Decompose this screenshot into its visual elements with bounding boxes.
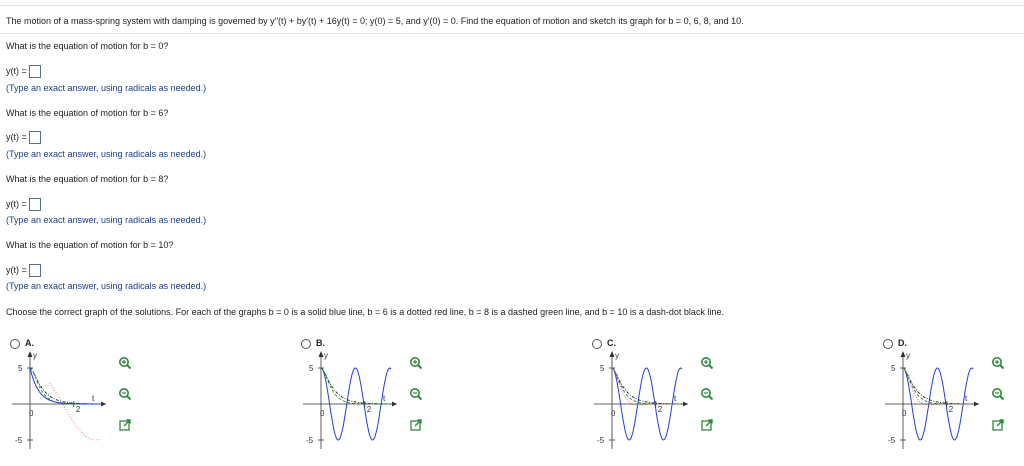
t-axis-label: t	[92, 394, 95, 403]
choice-c[interactable]	[590, 337, 850, 462]
zoom-out-icon[interactable]	[409, 387, 423, 401]
answer-label: y(t) =	[6, 132, 27, 142]
question-prompt: What is the equation of motion for b = 8?	[6, 174, 169, 184]
zoom-in-icon[interactable]	[700, 356, 714, 370]
y-axis-label: y	[33, 351, 37, 360]
graph	[299, 349, 399, 454]
problem-text-1: The motion of a mass-spring system with damping is governed by y	[6, 16, 275, 26]
top-divider	[0, 5, 1024, 6]
y-tick-label: 5	[891, 364, 896, 373]
answer-hint: (Type an exact answer, using radicals as needed.)	[6, 149, 207, 159]
t-tick-label: 2	[75, 405, 81, 414]
graph	[881, 349, 981, 454]
answer-row	[6, 64, 41, 78]
zoom-in-icon[interactable]	[991, 356, 1005, 370]
t-axis-arrow	[392, 402, 397, 407]
answer-row	[6, 130, 41, 144]
origin-label: 0	[29, 409, 34, 418]
question-prompt: What is the equation of motion for b = 6?	[6, 108, 169, 118]
y-tick-label: -5	[306, 436, 314, 445]
y-tick-label: -5	[888, 436, 896, 445]
answer-label: y(t) =	[6, 199, 27, 209]
double-prime: ′′	[274, 16, 278, 26]
choice-letter: D.	[898, 338, 907, 348]
radio-button[interactable]	[592, 339, 602, 349]
question-divider	[0, 33, 1024, 34]
choice-letter: A.	[25, 338, 34, 348]
curve-b10	[903, 368, 973, 404]
t-axis-arrow	[974, 402, 979, 407]
answer-row	[6, 197, 41, 211]
y-axis-arrow	[28, 351, 33, 357]
graph	[8, 349, 108, 454]
problem-statement	[6, 15, 744, 27]
answer-label: y(t) =	[6, 265, 27, 275]
y-tick-label: 5	[309, 364, 314, 373]
open-new-window-icon[interactable]	[700, 418, 714, 432]
y-tick-label: 5	[18, 364, 23, 373]
t-tick-label: 2	[948, 405, 954, 414]
y-axis-arrow	[901, 351, 906, 357]
curve-b10	[321, 368, 391, 404]
y-axis-label: y	[324, 351, 328, 360]
choice-letter: C.	[607, 338, 616, 348]
open-new-window-icon[interactable]	[409, 418, 423, 432]
radio-button[interactable]	[883, 339, 893, 349]
origin-label: 0	[611, 409, 616, 418]
y-axis-arrow	[319, 351, 324, 357]
answer-input-b10[interactable]	[29, 264, 41, 277]
y-axis-label: y	[906, 351, 910, 360]
choose-graph-prompt: Choose the correct graph of the solutions. For each of the graphs b = 0 is a solid blue line, b = 6 is a dotted red line, b = 8 is a dashed green line, and b = 10 is a dash-dot black line.	[6, 307, 724, 317]
t-axis-label: t	[965, 394, 968, 403]
zoom-out-icon[interactable]	[118, 387, 132, 401]
question-prompt: What is the equation of motion for b = 0?	[6, 41, 169, 51]
t-tick-label: 2	[366, 405, 372, 414]
problem-text-3: (t) + 16y(t) = 0; y(0) = 5, and y	[307, 16, 428, 26]
answer-hint: (Type an exact answer, using radicals as needed.)	[6, 83, 207, 93]
curve-b10	[30, 368, 100, 404]
origin-label: 0	[902, 409, 907, 418]
zoom-in-icon[interactable]	[118, 356, 132, 370]
t-axis-label: t	[674, 394, 677, 403]
answer-input-b8[interactable]	[29, 198, 41, 211]
answer-input-b6[interactable]	[29, 131, 41, 144]
choice-letter: B.	[316, 338, 325, 348]
graph	[590, 349, 690, 454]
t-axis-arrow	[101, 402, 106, 407]
t-axis-label: t	[383, 394, 386, 403]
y-tick-label: -5	[15, 436, 23, 445]
answer-hint: (Type an exact answer, using radicals as needed.)	[6, 281, 207, 291]
answer-row	[6, 263, 41, 277]
radio-button[interactable]	[10, 339, 20, 349]
t-axis-arrow	[683, 402, 688, 407]
y-tick-label: 5	[600, 364, 605, 373]
radio-button[interactable]	[301, 339, 311, 349]
answer-input-b0[interactable]	[29, 65, 41, 78]
prime-2: ′	[427, 16, 430, 26]
t-tick-label: 2	[657, 405, 663, 414]
zoom-in-icon[interactable]	[409, 356, 423, 370]
answer-label: y(t) =	[6, 66, 27, 76]
choice-b[interactable]	[299, 337, 559, 462]
origin-label: 0	[320, 409, 325, 418]
choice-a[interactable]	[8, 337, 268, 462]
question-prompt: What is the equation of motion for b = 10?	[6, 240, 174, 250]
open-new-window-icon[interactable]	[118, 418, 132, 432]
open-new-window-icon[interactable]	[991, 418, 1005, 432]
y-axis-label: y	[615, 351, 619, 360]
zoom-out-icon[interactable]	[700, 387, 714, 401]
y-tick-label: -5	[597, 436, 605, 445]
zoom-out-icon[interactable]	[991, 387, 1005, 401]
prime-1: ′	[306, 16, 308, 26]
curve-b10	[612, 368, 682, 404]
problem-text-4: (0) = 0. Find the equation of motion and sketch its graph for b = 0, 6, 8, and 10.	[429, 16, 744, 26]
y-axis-arrow	[610, 351, 615, 357]
choice-d[interactable]	[881, 337, 1024, 462]
answer-hint: (Type an exact answer, using radicals as needed.)	[6, 215, 207, 225]
problem-text-2: (t) + by	[278, 16, 307, 26]
